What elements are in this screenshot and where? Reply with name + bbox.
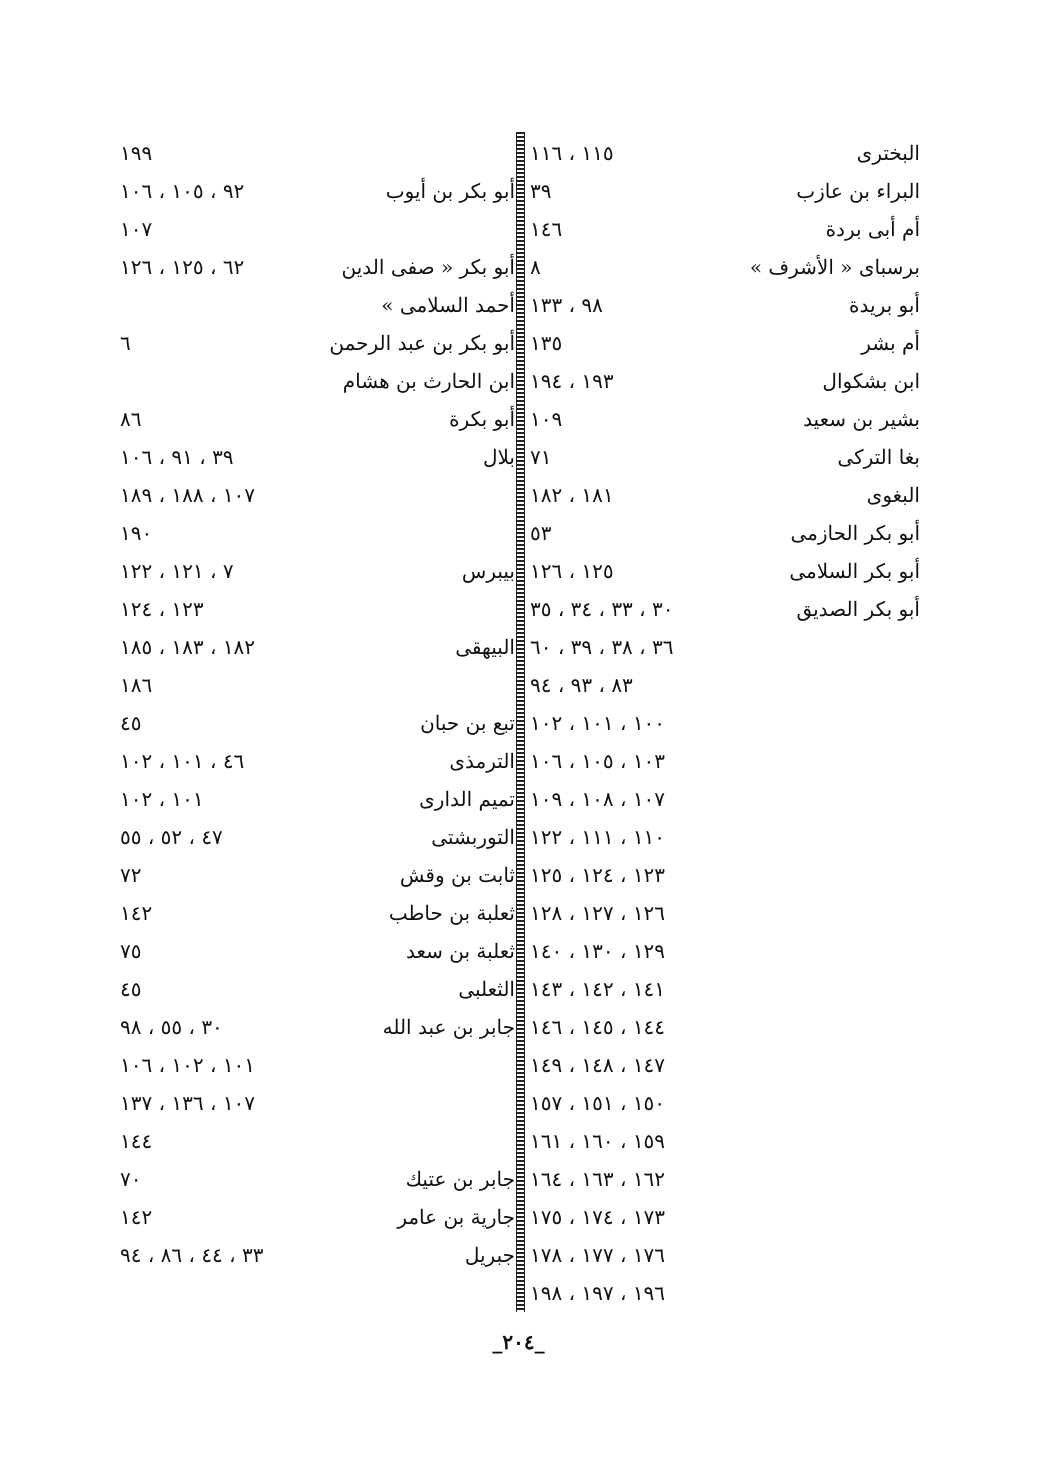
index-entry bbox=[120, 1236, 515, 1274]
index-entry bbox=[120, 362, 515, 400]
entry-pages: ٦ bbox=[120, 331, 131, 355]
right-index-column bbox=[530, 134, 920, 1312]
page-number: _٢٠٤_ bbox=[492, 1330, 545, 1354]
entry-pages: ١٠٧ bbox=[120, 217, 153, 241]
entry-pages: ١٤١ ، ١٤٢ ، ١٤٣ bbox=[530, 977, 666, 1001]
index-entry bbox=[530, 1236, 920, 1274]
entry-pages: ١٠٩ bbox=[530, 407, 563, 431]
entry-pages: ١٠٧ ، ١٨٨ ، ١٨٩ bbox=[120, 483, 256, 507]
entry-pages: ١٩٠ bbox=[120, 521, 153, 545]
entry-pages: ٣٩ ، ٩١ ، ١٠٦ bbox=[120, 445, 234, 469]
entry-pages: ١٤٢ bbox=[120, 1205, 153, 1229]
index-entry bbox=[530, 932, 920, 970]
entry-name: التوربشتى bbox=[431, 825, 515, 849]
entry-name: الثعلبى bbox=[458, 977, 515, 1001]
index-entry bbox=[120, 818, 515, 856]
index-entry bbox=[530, 514, 920, 552]
entry-pages: ٨٦ bbox=[120, 407, 142, 431]
entry-name: البراء بن عازب bbox=[796, 179, 920, 203]
entry-name: أبو بكر الحازمى bbox=[790, 521, 920, 545]
index-entry bbox=[530, 286, 920, 324]
entry-pages: ١٢٥ ، ١٢٦ bbox=[530, 559, 614, 583]
entry-pages: ١٥٠ ، ١٥١ ، ١٥٧ bbox=[530, 1091, 666, 1115]
entry-pages: ٤٥ bbox=[120, 977, 142, 1001]
entry-pages: ١٤٦ bbox=[530, 217, 563, 241]
entry-name: أبو بكرة bbox=[449, 407, 515, 431]
entry-name: البخترى bbox=[856, 141, 920, 165]
index-entry bbox=[120, 590, 515, 628]
entry-name: أبو بكر بن عبد الرحمن bbox=[329, 331, 515, 355]
entry-name: أحمد السلامى » bbox=[381, 293, 515, 317]
index-entry bbox=[530, 1274, 920, 1312]
entry-name: ثعلبة بن حاطب bbox=[388, 901, 515, 925]
index-entry bbox=[120, 1198, 515, 1236]
index-entry bbox=[530, 894, 920, 932]
entry-pages: ٧٥ bbox=[120, 939, 142, 963]
entry-pages: ٣٩ bbox=[530, 179, 552, 203]
index-entry bbox=[530, 780, 920, 818]
index-entry bbox=[120, 476, 515, 514]
index-entry bbox=[530, 1122, 920, 1160]
entry-name: أبو بكر السلامى bbox=[789, 559, 920, 583]
entry-name: أم بشر bbox=[861, 331, 920, 355]
index-entry bbox=[120, 1084, 515, 1122]
entry-pages: ٤٧ ، ٥٢ ، ٥٥ bbox=[120, 825, 223, 849]
entry-pages: ٩٨ ، ١٣٣ bbox=[530, 293, 603, 317]
entry-pages: ١٨٢ ، ١٨٣ ، ١٨٥ bbox=[120, 635, 256, 659]
entry-pages: ١١٠ ، ١١١ ، ١٢٢ bbox=[530, 825, 666, 849]
entry-name: جابر بن عتيك bbox=[405, 1167, 515, 1191]
entry-name: البيهقى bbox=[455, 635, 515, 659]
index-entry bbox=[530, 210, 920, 248]
entry-pages: ١٠٧ ، ١٣٦ ، ١٣٧ bbox=[120, 1091, 256, 1115]
entry-pages: ١٩٩ bbox=[120, 141, 153, 165]
column-divider bbox=[516, 132, 525, 1312]
entry-name: تميم الدارى bbox=[419, 787, 515, 811]
entry-pages: ٧٠ bbox=[120, 1167, 142, 1191]
entry-pages: ١٤٢ bbox=[120, 901, 153, 925]
entry-name: جابر بن عبد الله bbox=[382, 1015, 515, 1039]
index-entry bbox=[530, 1084, 920, 1122]
entry-name: بلال bbox=[482, 445, 515, 469]
entry-name: أبو بكر بن أيوب bbox=[385, 179, 515, 203]
index-entry bbox=[120, 628, 515, 666]
entry-pages: ٣٠ ، ٥٥ ، ٩٨ bbox=[120, 1015, 223, 1039]
index-entry bbox=[530, 362, 920, 400]
index-entry bbox=[120, 172, 515, 210]
entry-pages: ١٢٩ ، ١٣٠ ، ١٤٠ bbox=[530, 939, 666, 963]
entry-pages: ١٤٧ ، ١٤٨ ، ١٤٩ bbox=[530, 1053, 666, 1077]
entry-name: ابن الحارث بن هشام bbox=[342, 369, 515, 393]
index-entry bbox=[530, 134, 920, 172]
entry-pages: ١٠١ ، ١٠٢ bbox=[120, 787, 204, 811]
entry-pages: ١٤٤ ، ١٤٥ ، ١٤٦ bbox=[530, 1015, 666, 1039]
index-entry bbox=[120, 134, 515, 172]
entry-pages: ٧١ bbox=[530, 445, 552, 469]
entry-pages: ٤٥ bbox=[120, 711, 142, 735]
index-entry bbox=[120, 1160, 515, 1198]
entry-name: الترمذى bbox=[449, 749, 515, 773]
entry-pages: ٧ ، ١٢١ ، ١٢٢ bbox=[120, 559, 234, 583]
entry-pages: ١٢٦ ، ١٢٧ ، ١٢٨ bbox=[530, 901, 666, 925]
entry-pages: ١٥٩ ، ١٦٠ ، ١٦١ bbox=[530, 1129, 666, 1153]
entry-pages: ١٠٧ ، ١٠٨ ، ١٠٩ bbox=[530, 787, 666, 811]
index-entry bbox=[120, 704, 515, 742]
index-entry bbox=[120, 514, 515, 552]
entry-name: ثابت بن وقش bbox=[399, 863, 515, 887]
entry-pages: ٣٦ ، ٣٨ ، ٣٩ ، ٦٠ bbox=[530, 635, 674, 659]
entry-pages: ٩٢ ، ١٠٥ ، ١٠٦ bbox=[120, 179, 245, 203]
index-entry bbox=[120, 742, 515, 780]
index-entry bbox=[120, 552, 515, 590]
entry-pages: ١٢٣ ، ١٢٤ bbox=[120, 597, 204, 621]
index-entry bbox=[120, 286, 515, 324]
entry-name: ابن بشكوال bbox=[822, 369, 920, 393]
entry-pages: ١٦٢ ، ١٦٣ ، ١٦٤ bbox=[530, 1167, 666, 1191]
entry-pages: ٥٣ bbox=[530, 521, 552, 545]
index-entry bbox=[530, 1160, 920, 1198]
index-entry bbox=[120, 1008, 515, 1046]
entry-name: جارية بن عامر bbox=[397, 1205, 515, 1229]
index-entry bbox=[120, 666, 515, 704]
entry-pages: ١٨١ ، ١٨٢ bbox=[530, 483, 614, 507]
index-entry bbox=[530, 172, 920, 210]
entry-pages: ٧٢ bbox=[120, 863, 142, 887]
index-entry bbox=[530, 818, 920, 856]
index-entry bbox=[530, 628, 920, 666]
index-entry bbox=[120, 894, 515, 932]
entry-name: جبريل bbox=[464, 1243, 515, 1267]
index-entry bbox=[530, 970, 920, 1008]
index-entry bbox=[530, 742, 920, 780]
entry-pages: ١٧٦ ، ١٧٧ ، ١٧٨ bbox=[530, 1243, 666, 1267]
left-index-column bbox=[120, 134, 515, 1274]
entry-pages: ١٤٤ bbox=[120, 1129, 153, 1153]
entry-pages: ٣٠ ، ٣٣ ، ٣٤ ، ٣٥ bbox=[530, 597, 674, 621]
index-entry bbox=[530, 476, 920, 514]
index-entry bbox=[530, 438, 920, 476]
entry-name: تبع بن حبان bbox=[420, 711, 515, 735]
entry-pages: ١٠١ ، ١٠٢ ، ١٠٦ bbox=[120, 1053, 256, 1077]
index-entry bbox=[530, 856, 920, 894]
index-entry bbox=[530, 248, 920, 286]
entry-pages: ١٩٦ ، ١٩٧ ، ١٩٨ bbox=[530, 1281, 666, 1305]
entry-name: بغا التركى bbox=[837, 445, 920, 469]
entry-name: أم أبى بردة bbox=[825, 217, 920, 241]
index-entry bbox=[120, 400, 515, 438]
index-entry bbox=[120, 248, 515, 286]
index-entry bbox=[120, 1122, 515, 1160]
index-entry bbox=[530, 1198, 920, 1236]
entry-pages: ٨ bbox=[530, 255, 541, 279]
index-entry bbox=[530, 590, 920, 628]
entry-name: ثعلبة بن سعد bbox=[405, 939, 515, 963]
entry-name: بشير بن سعيد bbox=[803, 407, 920, 431]
entry-pages: ٦٢ ، ١٢٥ ، ١٢٦ bbox=[120, 255, 245, 279]
index-entry bbox=[120, 780, 515, 818]
entry-pages: ١٠٠ ، ١٠١ ، ١٠٢ bbox=[530, 711, 666, 735]
entry-name: برسباى « الأشرف » bbox=[749, 255, 920, 279]
index-entry bbox=[120, 210, 515, 248]
entry-pages: ١٧٣ ، ١٧٤ ، ١٧٥ bbox=[530, 1205, 666, 1229]
entry-pages: ١٢٣ ، ١٢٤ ، ١٢٥ bbox=[530, 863, 666, 887]
index-entry bbox=[530, 1008, 920, 1046]
entry-name: بيبرس bbox=[461, 559, 515, 583]
entry-pages: ١٠٣ ، ١٠٥ ، ١٠٦ bbox=[530, 749, 666, 773]
index-entry bbox=[530, 552, 920, 590]
entry-pages: ٣٣ ، ٤٤ ، ٨٦ ، ٩٤ bbox=[120, 1243, 264, 1267]
entry-name: البغوى bbox=[866, 483, 920, 507]
entry-pages: ١١٥ ، ١١٦ bbox=[530, 141, 614, 165]
entry-name: أبو بكر « صفى الدين bbox=[341, 255, 515, 279]
index-entry bbox=[120, 324, 515, 362]
entry-pages: ١٩٣ ، ١٩٤ bbox=[530, 369, 614, 393]
entry-pages: ١٨٦ bbox=[120, 673, 153, 697]
entry-pages: ٤٦ ، ١٠١ ، ١٠٢ bbox=[120, 749, 245, 773]
index-entry bbox=[120, 1046, 515, 1084]
index-entry bbox=[120, 932, 515, 970]
entry-name: أبو بريدة bbox=[849, 293, 920, 317]
entry-name: أبو بكر الصديق bbox=[796, 597, 920, 621]
index-entry bbox=[120, 856, 515, 894]
entry-pages: ١٣٥ bbox=[530, 331, 563, 355]
index-entry bbox=[120, 438, 515, 476]
index-entry bbox=[530, 666, 920, 704]
index-entry bbox=[530, 400, 920, 438]
entry-pages: ٨٣ ، ٩٣ ، ٩٤ bbox=[530, 673, 633, 697]
index-entry bbox=[530, 704, 920, 742]
index-entry bbox=[530, 1046, 920, 1084]
index-entry bbox=[120, 970, 515, 1008]
index-entry bbox=[530, 324, 920, 362]
